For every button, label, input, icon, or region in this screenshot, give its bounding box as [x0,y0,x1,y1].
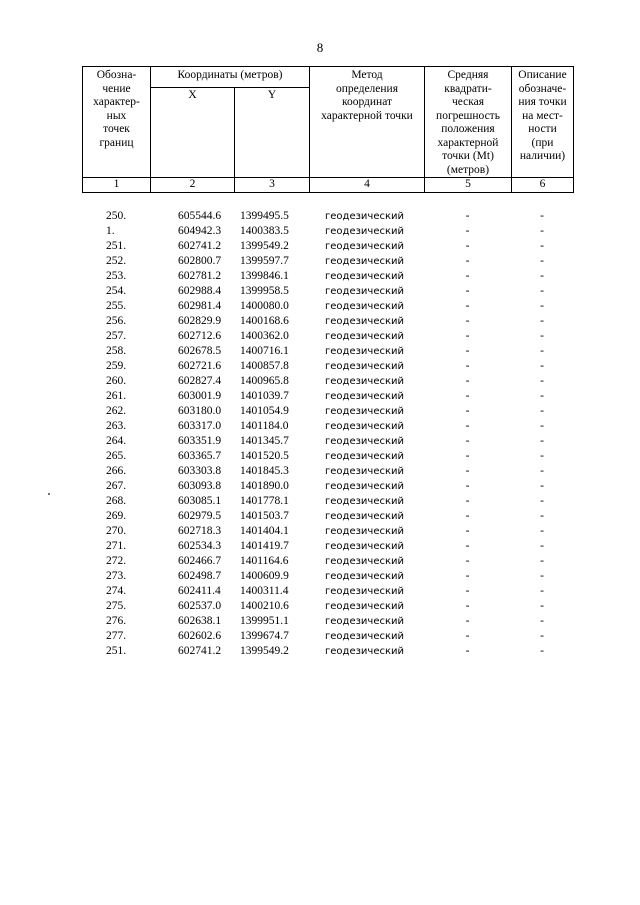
cell-method: геодезический [325,541,405,552]
cell-point-id: 251. [106,645,127,657]
cell-description: - [540,615,544,627]
cell-coord-y: 1401419.7 [240,540,289,552]
col-number-5: 5 [425,178,512,193]
cell-point-id: 269. [106,510,127,522]
cell-accuracy: - [465,390,470,402]
cell-description: - [540,225,544,237]
cell-coord-y: 1401184.0 [240,420,289,432]
cell-coord-x: 602534.3 [178,540,222,552]
cell-description: - [540,495,544,507]
cell-method: геодезический [325,526,405,537]
cell-method: геодезический [325,571,405,582]
header-coordinates: Координаты (метров) [151,67,310,88]
table-row [82,314,573,329]
cell-coord-x: 602800.7 [178,255,222,267]
cell-description: - [540,240,544,252]
cell-coord-y: 1400311.4 [240,585,289,597]
cell-coord-y: 1401404.1 [240,525,289,537]
col-number-2: 2 [151,178,235,193]
cell-method: геодезический [325,451,405,462]
table-row [82,569,573,584]
cell-description: - [540,210,544,222]
cell-accuracy: - [465,615,470,627]
cell-coord-y: 1400383.5 [240,225,289,237]
table-row [82,554,573,569]
cell-description: - [540,420,544,432]
cell-coord-x: 602498.7 [178,570,222,582]
cell-coord-y: 1400965.8 [240,375,289,387]
cell-coord-y: 1399549.2 [240,240,289,252]
cell-coord-x: 603317.0 [178,420,222,432]
cell-description: - [540,285,544,297]
cell-coord-x: 602829.9 [178,315,222,327]
cell-coord-x: 602602.6 [178,630,222,642]
cell-method: геодезический [325,346,405,357]
cell-coord-y: 1401778.1 [240,495,289,507]
table-row [82,599,573,614]
cell-coord-y: 1399674.7 [240,630,289,642]
cell-coord-y: 1399495.5 [240,210,289,222]
table-row [82,374,573,389]
cell-coord-y: 1400362.0 [240,330,289,342]
cell-coord-x: 602712.6 [178,330,222,342]
table-row [82,209,573,224]
cell-accuracy: - [465,315,470,327]
cell-accuracy: - [465,510,470,522]
cell-description: - [540,555,544,567]
cell-accuracy: - [465,210,470,222]
table-row [82,224,573,239]
cell-description: - [540,585,544,597]
cell-method: геодезический [325,406,405,417]
col-number-6: 6 [512,178,574,193]
cell-description: - [540,405,544,417]
col-number-3: 3 [235,178,310,193]
header-point-designation: Обозна- чение характер- ных точек границ [83,67,151,178]
cell-coord-y: 1400210.6 [240,600,289,612]
cell-point-id: 255. [106,300,127,312]
cell-point-id: 253. [106,270,127,282]
cell-accuracy: - [465,240,470,252]
cell-point-id: 260. [106,375,127,387]
header-accuracy-text: Средняя квадрати- ческая погрешность положения характерной точки (Mt) (метров) [436,69,500,176]
cell-point-id: 1. [106,225,115,237]
cell-method: геодезический [325,466,405,477]
cell-point-id: 250. [106,210,127,222]
cell-coord-x: 602827.4 [178,375,222,387]
header-method: Метод определения координат характерной точки [310,67,425,178]
table-row [82,524,573,539]
cell-description: - [540,390,544,402]
cell-coord-y: 1399951.1 [240,615,289,627]
table-row [82,254,573,269]
cell-method: геодезический [325,496,405,507]
cell-coord-x: 602678.5 [178,345,222,357]
cell-coord-x: 602638.1 [178,615,222,627]
cell-coord-y: 1399846.1 [240,270,289,282]
cell-coord-y: 1399549.2 [240,645,289,657]
cell-coord-x: 602721.6 [178,360,222,372]
cell-coord-x: 603365.7 [178,450,222,462]
cell-coord-x: 603303.8 [178,465,222,477]
cell-coord-y: 1399597.7 [240,255,289,267]
cell-coord-x: 602466.7 [178,555,222,567]
header-numbers-row [83,178,574,193]
cell-accuracy: - [465,345,470,357]
table-row [82,509,573,524]
cell-method: геодезический [325,601,405,612]
cell-accuracy: - [465,435,470,447]
cell-description: - [540,375,544,387]
cell-description: - [540,330,544,342]
cell-accuracy: - [465,300,470,312]
cell-point-id: 257. [106,330,127,342]
cell-coord-y: 1401054.9 [240,405,289,417]
cell-coord-y: 1401345.7 [240,435,289,447]
cell-point-id: 265. [106,450,127,462]
cell-coord-y: 1400080.0 [240,300,289,312]
cell-accuracy: - [465,420,470,432]
cell-coord-x: 603180.0 [178,405,222,417]
cell-accuracy: - [465,555,470,567]
cell-coord-x: 603351.9 [178,435,222,447]
cell-coord-y: 1401039.7 [240,390,289,402]
header-y: Y [235,87,310,177]
cell-coord-x: 602979.5 [178,510,222,522]
cell-coord-x: 602988.4 [178,285,222,297]
cell-point-id: 263. [106,420,127,432]
cell-coord-y: 1399958.5 [240,285,289,297]
cell-point-id: 271. [106,540,127,552]
cell-point-id: 264. [106,435,127,447]
table-row [82,284,573,299]
cell-accuracy: - [465,360,470,372]
cell-accuracy: - [465,225,470,237]
cell-coord-x: 603085.1 [178,495,222,507]
cell-coord-y: 1401164.6 [240,555,289,567]
cell-point-id: 262. [106,405,127,417]
cell-point-id: 266. [106,465,127,477]
col-number-4: 4 [310,178,425,193]
table-row [82,479,573,494]
cell-accuracy: - [465,465,470,477]
cell-point-id: 259. [106,360,127,372]
cell-description: - [540,435,544,447]
cell-description: - [540,600,544,612]
cell-description: - [540,525,544,537]
cell-point-id: 276. [106,615,127,627]
cell-point-id: 258. [106,345,127,357]
cell-method: геодезический [325,511,405,522]
cell-accuracy: - [465,525,470,537]
cell-description: - [540,270,544,282]
cell-method: геодезический [325,481,405,492]
cell-accuracy: - [465,375,470,387]
cell-description: - [540,300,544,312]
cell-coord-x: 602537.0 [178,600,222,612]
cell-coord-x: 602411.4 [178,585,221,597]
cell-description: - [540,570,544,582]
cell-coord-y: 1400168.6 [240,315,289,327]
cell-method: геодезический [325,361,405,372]
table-row [82,434,573,449]
cell-accuracy: - [465,405,470,417]
table-header [82,66,574,193]
cell-coord-y: 1401845.3 [240,465,289,477]
table-row [82,299,573,314]
table-row [82,584,573,599]
cell-method: геодезический [325,421,405,432]
cell-method: геодезический [325,271,405,282]
cell-accuracy: - [465,285,470,297]
page-number: 8 [316,40,324,55]
cell-point-id: 254. [106,285,127,297]
cell-coord-y: 1401890.0 [240,480,289,492]
cell-method: геодезический [325,241,405,252]
cell-description: - [540,450,544,462]
cell-method: геодезический [325,211,405,222]
cell-method: геодезический [325,391,405,402]
cell-accuracy: - [465,540,470,552]
table-row [82,344,573,359]
cell-description: - [540,345,544,357]
cell-accuracy: - [465,495,470,507]
cell-coord-y: 1400857.8 [240,360,289,372]
cell-accuracy: - [465,255,470,267]
cell-method: геодезический [325,301,405,312]
cell-accuracy: - [465,585,470,597]
cell-method: геодезический [325,586,405,597]
cell-description: - [540,465,544,477]
cell-method: геодезический [325,376,405,387]
cell-coord-x: 605544.6 [178,210,222,222]
cell-point-id: 268. [106,495,127,507]
cell-coord-x: 602741.2 [178,645,222,657]
table-row [82,629,573,644]
cell-method: геодезический [325,316,405,327]
header-accuracy [425,67,512,178]
cell-point-id: 272. [106,555,127,567]
cell-point-id: 267. [106,480,127,492]
cell-point-id: 274. [106,585,127,597]
scan-speck [48,493,50,495]
cell-coord-x: 603001.9 [178,390,222,402]
cell-coord-x: 602741.2 [178,240,222,252]
cell-coord-y: 1400716.1 [240,345,289,357]
cell-method: геодезический [325,556,405,567]
table-row [82,389,573,404]
cell-description: - [540,360,544,372]
cell-point-id: 256. [106,315,127,327]
cell-accuracy: - [465,600,470,612]
cell-point-id: 251. [106,240,127,252]
cell-coord-x: 602981.4 [178,300,222,312]
table-row [82,239,573,254]
cell-point-id: 252. [106,255,127,267]
cell-accuracy: - [465,450,470,462]
cell-point-id: 275. [106,600,127,612]
cell-description: - [540,315,544,327]
cell-description: - [540,255,544,267]
header-description: Описание обозначе- ния точки на мест- ности (при наличии) [512,67,574,178]
cell-description: - [540,540,544,552]
col-number-1: 1 [83,178,151,193]
cell-point-id: 270. [106,525,127,537]
cell-coord-y: 1400609.9 [240,570,289,582]
cell-method: геодезический [325,646,405,657]
table-row [82,359,573,374]
table-row [82,269,573,284]
table-row [82,539,573,554]
cell-point-id: 261. [106,390,127,402]
table-row [82,614,573,629]
cell-description: - [540,630,544,642]
cell-description: - [540,480,544,492]
cell-method: геодезический [325,286,405,297]
cell-coord-x: 604942.3 [178,225,222,237]
table-row [82,404,573,419]
cell-accuracy: - [465,480,470,492]
coordinates-table [82,209,573,659]
table-row [82,644,573,659]
cell-coord-y: 1401520.5 [240,450,289,462]
cell-coord-x: 602718.3 [178,525,222,537]
table-row [82,464,573,479]
cell-accuracy: - [465,330,470,342]
cell-point-id: 273. [106,570,127,582]
cell-coord-x: 602781.2 [178,270,222,282]
cell-accuracy: - [465,645,470,657]
cell-accuracy: - [465,570,470,582]
cell-coord-x: 603093.8 [178,480,222,492]
table-row [82,494,573,509]
cell-method: геодезический [325,226,405,237]
cell-accuracy: - [465,630,470,642]
header-x: X [151,87,235,177]
cell-method: геодезический [325,436,405,447]
cell-method: геодезический [325,256,405,267]
cell-accuracy: - [465,270,470,282]
table-row [82,419,573,434]
table-row [82,329,573,344]
cell-description: - [540,645,544,657]
cell-method: геодезический [325,331,405,342]
cell-method: геодезический [325,616,405,627]
cell-method: геодезический [325,631,405,642]
table-row [82,449,573,464]
cell-coord-y: 1401503.7 [240,510,289,522]
cell-description: - [540,510,544,522]
cell-point-id: 277. [106,630,127,642]
